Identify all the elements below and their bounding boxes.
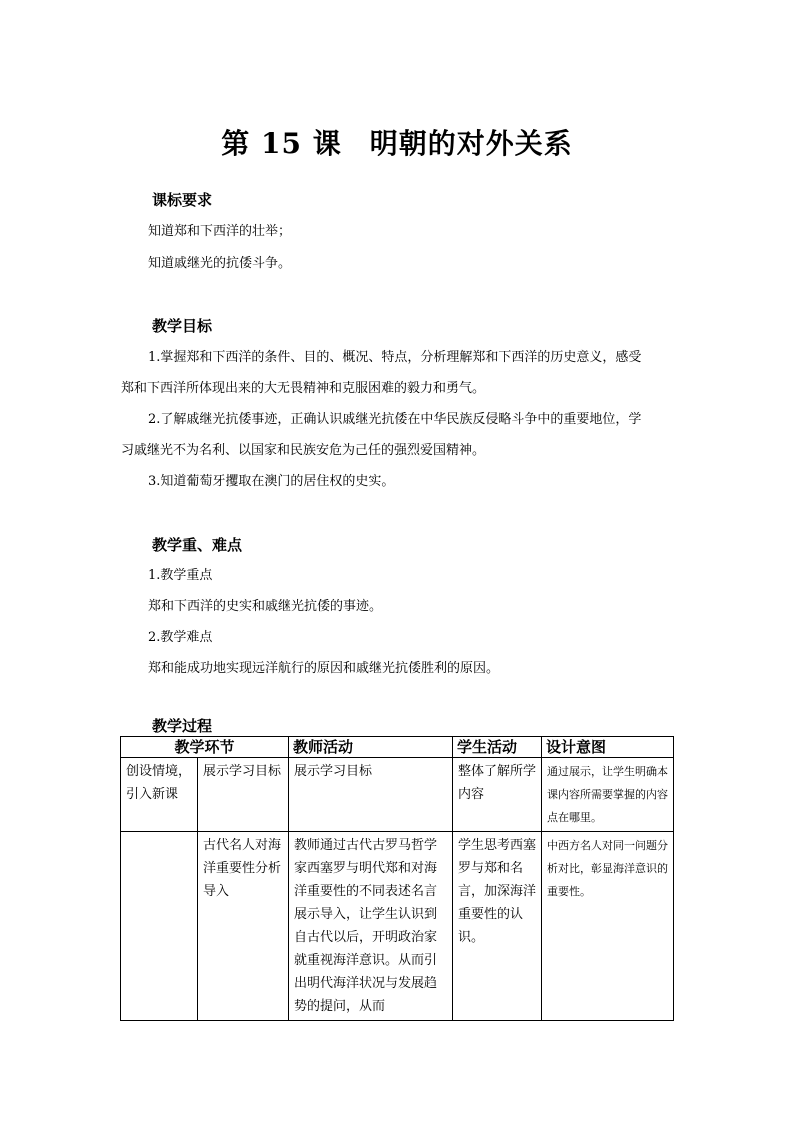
table-header-row: [121, 737, 674, 758]
column-header-student: 学生活动: [453, 737, 542, 758]
column-header-teacher: 教师活动: [289, 737, 453, 758]
step-cell: 古代名人对海洋重要性分析导入: [198, 832, 289, 1021]
process-table: [120, 736, 674, 1021]
stage-cell: 创设情境，引入新课: [121, 758, 198, 832]
goals-line: 习戚继光不为名利、以国家和民族安危为己任的强烈爱国精神。: [121, 443, 486, 458]
goals-line: 郑和下西洋所体现出来的大无畏精神和克服困难的毅力和勇气。: [121, 381, 486, 396]
student-activity-cell: 学生思考西塞罗与郑和名言，加深海洋重要性的认识。: [453, 832, 542, 1021]
table-row: [121, 758, 674, 832]
design-intent-cell: 通过展示，让学生明确本课内容所需要掌握的内容点在哪里。: [542, 758, 674, 832]
lesson-number: 第 15 课: [221, 127, 342, 160]
design-intent-cell: 中西方名人对同一问题分析对比，彰显海洋意识的重要性。: [542, 832, 674, 1021]
goals-line: 1.掌握郑和下西洋的条件、目的、概况、特点，分析理解郑和下西洋的历史意义，感受: [148, 350, 642, 365]
lesson-topic: 明朝的对外关系: [369, 127, 573, 160]
standards-heading: 课标要求: [152, 191, 213, 209]
goals-line: 2.了解戚继光抗倭事迹，正确认识戚继光抗倭在中华民族反侵略斗争中的重要地位，学: [148, 412, 642, 427]
standards-line: 知道郑和下西洋的壮举；: [148, 224, 292, 239]
key-points-line: 2.教学难点: [148, 630, 213, 645]
column-header-stage: 教学环节: [121, 737, 289, 758]
key-points-line: 郑和下西洋的史实和戚继光抗倭的事迹。: [148, 599, 383, 614]
student-activity-cell: 整体了解所学内容: [453, 758, 542, 832]
goals-line: 3.知道葡萄牙攫取在澳门的居住权的史实。: [148, 474, 395, 489]
key-points-heading: 教学重、难点: [152, 536, 243, 554]
process-heading: 教学过程: [152, 717, 213, 735]
key-points-line: 郑和能成功地实现远洋航行的原因和戚继光抗倭胜利的原因。: [148, 661, 500, 676]
page-title: [0, 124, 794, 164]
column-header-intent: 设计意图: [542, 737, 674, 758]
teacher-activity-cell: 展示学习目标: [289, 758, 453, 832]
goals-heading: 教学目标: [152, 317, 213, 335]
standards-line: 知道戚继光的抗倭斗争。: [148, 256, 292, 271]
key-points-line: 1.教学重点: [148, 568, 213, 583]
stage-cell: [121, 832, 198, 1021]
step-cell: 展示学习目标: [198, 758, 289, 832]
teacher-activity-cell: 教师通过古代古罗马哲学家西塞罗与明代郑和对海洋重要性的不同表述名言展示导入，让学生认识到自古代以后，开明政治家就重视海洋意识。从而引出明代海洋状况与发展趋势的提问，从而: [289, 832, 453, 1021]
table-row: [121, 832, 674, 1021]
